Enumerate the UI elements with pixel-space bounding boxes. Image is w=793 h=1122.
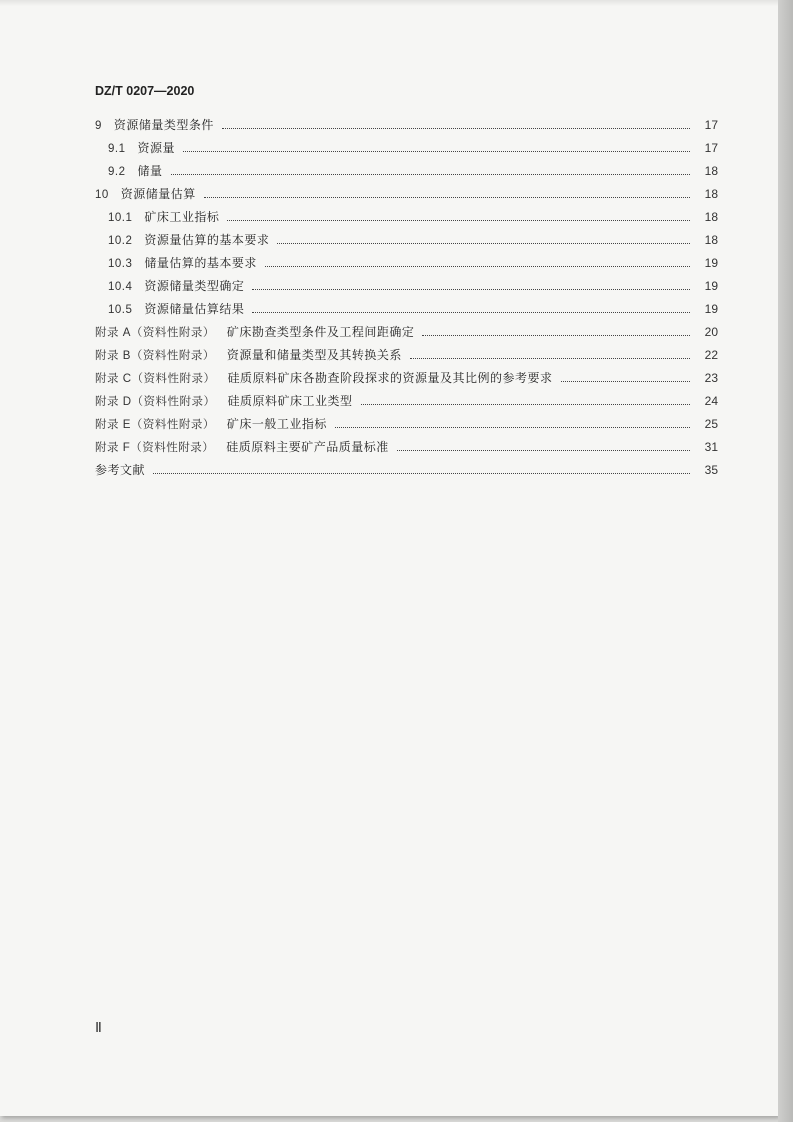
toc-entry[interactable] [0,136,778,159]
toc-entry-label [95,323,414,340]
toc-entry-number: 10 [95,189,109,201]
toc-entry-number: 10.4 [108,281,133,293]
toc-entry-page: 35 [704,462,718,477]
toc-entry-label [108,139,175,156]
toc-entry-number: 9.2 [108,166,126,178]
toc-entry-title: 资源储量估算结果 [144,302,245,316]
toc-leader-dots [204,196,690,198]
toc-entry[interactable] [0,343,778,366]
page-number: Ⅱ [95,1021,102,1036]
toc-entry[interactable] [0,113,778,136]
toc-entry-page: 19 [704,301,718,316]
toc-entry-title: 储量 [137,164,163,178]
toc-entry[interactable] [0,320,778,343]
toc-entry-page: 22 [704,347,718,362]
toc-entry[interactable] [0,274,778,297]
toc-leader-dots [227,219,690,221]
toc-entry-label [95,461,145,478]
toc-entry-title: 资源储量估算 [120,187,196,201]
toc-entry-number: 附录 B（资料性附录） [95,350,215,362]
toc-leader-dots [277,242,690,244]
toc-entry-page: 19 [704,278,718,293]
toc-leader-dots [153,472,690,474]
toc-leader-dots [422,334,690,336]
toc-entry-label [108,277,244,294]
toc-leader-dots [183,150,690,152]
toc-entry[interactable] [0,435,778,458]
toc-entry-label [95,415,327,432]
toc-entry-page: 24 [704,393,718,408]
toc-entry-title: 资源储量类型条件 [113,118,214,132]
toc-entry-label [95,438,389,455]
toc-entry-page: 25 [704,416,718,431]
toc-entry-page: 17 [704,117,718,132]
toc-entry-page: 20 [704,324,718,339]
toc-entry[interactable] [0,251,778,274]
toc-entry[interactable] [0,228,778,251]
toc-entry-label [95,392,353,409]
toc-entry[interactable] [0,297,778,320]
toc-entry-title: 矿床勘查类型条件及工程间距确定 [226,325,415,339]
toc-leader-dots [171,173,690,175]
toc-entry-page: 18 [704,186,718,201]
toc-entry-number: 附录 F（资料性附录） [95,442,215,454]
toc-entry-number: 10.5 [108,304,133,316]
toc-entry-page: 18 [704,209,718,224]
toc-entry-title: 硅质原料矿床各勘查阶段探求的资源量及其比例的参考要求 [227,371,553,385]
toc-entry-page: 18 [704,232,718,247]
toc-entry[interactable] [0,389,778,412]
toc-entry-title: 硅质原料矿床工业类型 [227,394,353,408]
toc-entry-number: 10.1 [108,212,133,224]
table-of-contents [0,113,778,481]
toc-entry-page: 23 [704,370,718,385]
toc-entry-title: 矿床工业指标 [144,210,220,224]
toc-entry-page: 17 [704,140,718,155]
toc-entry-number: 10.2 [108,235,133,247]
toc-entry-number: 附录 E（资料性附录） [95,419,215,431]
toc-entry-number: 9.1 [108,143,126,155]
toc-entry-page: 18 [704,163,718,178]
toc-leader-dots [561,380,690,382]
toc-entry-page: 19 [704,255,718,270]
toc-entry-number: 附录 C（资料性附录） [95,373,216,385]
standard-code: DZ/T 0207—2020 [95,84,195,98]
toc-entry-label [108,208,219,225]
toc-entry-title: 资源量 [137,141,176,155]
toc-entry-title: 储量估算的基本要求 [144,256,257,270]
toc-leader-dots [252,288,690,290]
toc-entry[interactable] [0,458,778,481]
toc-entry-title: 硅质原料主要矿产品质量标准 [226,440,389,454]
toc-leader-dots [361,403,690,405]
toc-entry-title: 矿床一般工业指标 [226,417,327,431]
toc-entry[interactable] [0,366,778,389]
toc-entry-label [108,162,163,179]
toc-entry-label [108,300,244,317]
toc-entry-label [108,231,269,248]
toc-leader-dots [265,265,690,267]
toc-leader-dots [335,426,690,428]
toc-entry-label [108,254,257,271]
toc-entry[interactable] [0,182,778,205]
toc-entry-label [95,346,402,363]
toc-leader-dots [397,449,690,451]
toc-entry-number: 10.3 [108,258,133,270]
toc-entry-label [95,116,214,133]
toc-entry[interactable] [0,205,778,228]
standard-code-header [95,84,194,98]
toc-entry-number: 9 [95,120,102,132]
toc-entry-title: 资源量和储量类型及其转换关系 [226,348,402,362]
toc-leader-dots [222,127,690,129]
toc-entry-label [95,369,553,386]
toc-entry-label [95,185,196,202]
toc-entry-number: 附录 D（资料性附录） [95,396,216,408]
scanner-edge [778,0,793,1122]
scan-edge [0,0,778,6]
toc-leader-dots [410,357,690,359]
toc-entry[interactable] [0,159,778,182]
toc-entry-page: 31 [704,439,718,454]
toc-entry[interactable] [0,412,778,435]
toc-entry-title: 资源量估算的基本要求 [144,233,270,247]
toc-entry-title: 资源储量类型确定 [144,279,245,293]
toc-entry-title: 参考文献 [95,463,146,477]
toc-leader-dots [252,311,690,313]
toc-entry-number: 附录 A（资料性附录） [95,327,215,339]
